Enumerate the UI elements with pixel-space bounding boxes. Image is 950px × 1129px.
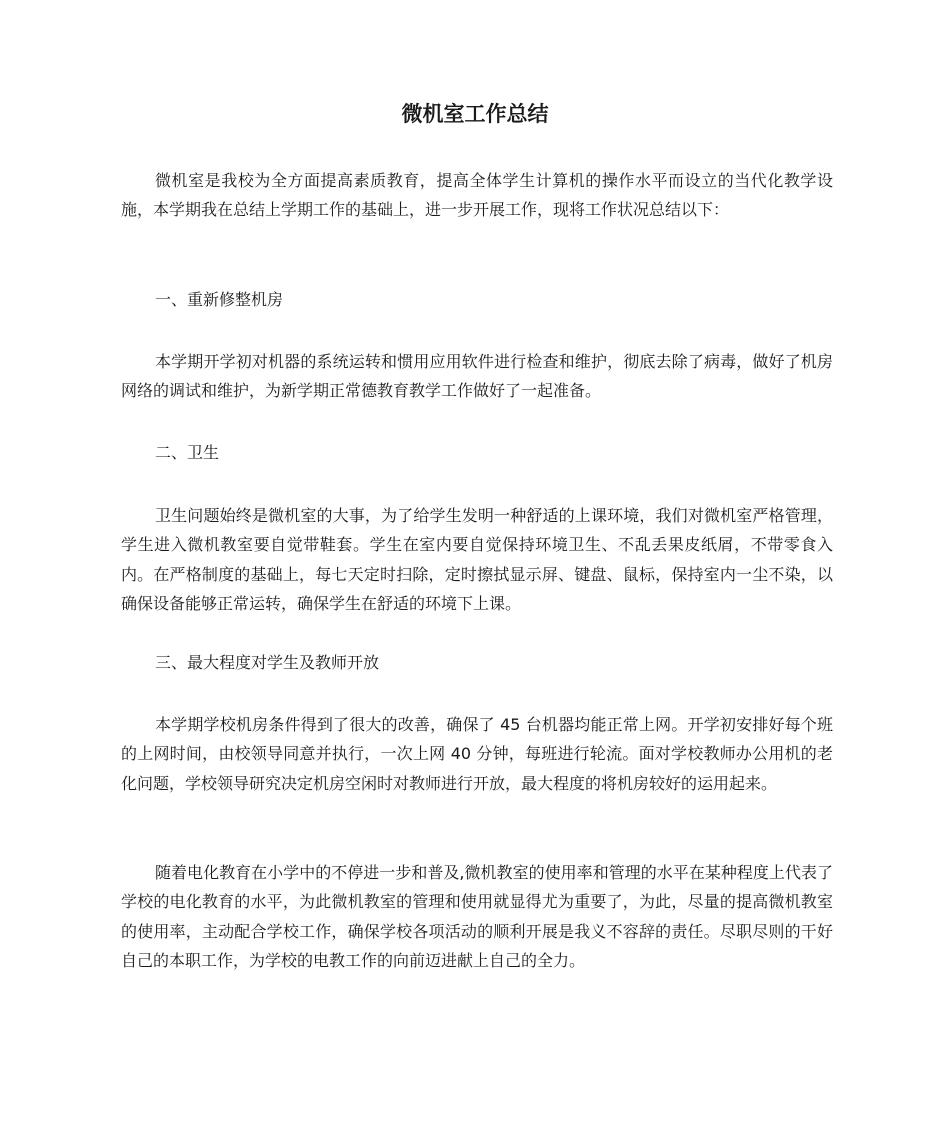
intro-paragraph: 微机室是我校为全方面提高素质教育，提高全体学生计算机的操作水平而设立的当代化教学设施，本学期我在总结上学期工作的基础上，进一步开展工作，现将工作状况总结以下： — [121, 171, 833, 220]
section-3-paragraph-2: 随着电化教育在小学中的不停进一步和普及,微机教室的使用率和管理的水平在某种程度上代表了学校的电化教育的水平，为此微机教室的管理和使用就显得尤为重要了，为此，尽量的提高微机教室的使用率，主动配合学校工作，确保学校各项活动的顺利开展是我义不容辞的责任。尽职尽则的干好自己的本职工作，为学校的电教工作的向前迈进献上自己的全力。 — [121, 863, 833, 970]
section-heading-3: 三、最大程度对学生及教师开放 — [155, 653, 380, 672]
section-1-paragraph: 本学期开学初对机器的系统运转和惯用应用软件进行检查和维护，彻底去除了病毒，做好了机房网络的调试和维护，为新学期正常德教育教学工作做好了一起准备。 — [121, 352, 833, 401]
document-title: 微机室工作总结 — [401, 102, 549, 126]
section-2-paragraph: 卫生问题始终是微机室的大事，为了给学生发明一种舒适的上课环境，我们对微机室严格管理，学生进入微机教室要自觉带鞋套。学生在室内要自觉保持环境卫生、不乱丢果皮纸屑，不带零食入内。在严格制度的基础上，每七天定时扫除，定时擦拭显示屏、键盘、鼠标，保持室内一尘不染，以确保设备能够正常运转，确保学生在舒适的环境下上课。 — [121, 506, 833, 613]
section-heading-1: 一、重新修整机房 — [155, 290, 284, 309]
section-heading-2: 二、卫生 — [155, 443, 220, 462]
section-3-paragraph-1: 本学期学校机房条件得到了很大的改善，确保了 45 台机器均能正常上网。开学初安排好每个班的上网时间，由校领导同意并执行，一次上网 40 分钟，每班进行轮流。面对学校教师办公用机的老化问题，学校领导研究决定机房空闲时对教师进行开放，最大程度的将机房较好的运用起来。 — [121, 715, 833, 793]
